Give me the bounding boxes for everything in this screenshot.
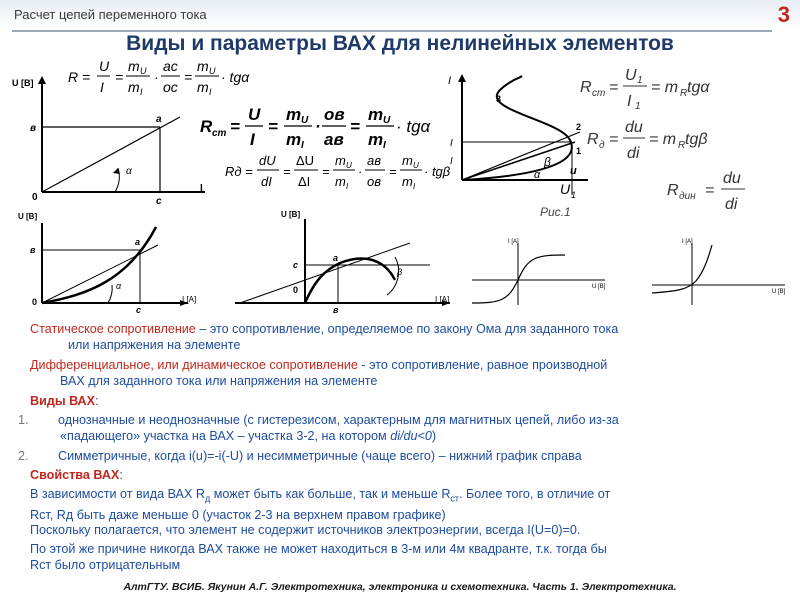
item2-number: 2. [18, 449, 29, 463]
p3-b: может быть как больше, так и меньше R [210, 487, 451, 501]
p3-sub2: ст [450, 493, 460, 504]
s-label-beta: β [544, 155, 551, 169]
list-item-1 [18, 412, 619, 444]
formula2-f1-num: U [248, 105, 261, 124]
figure-symmetric-vah [470, 235, 620, 310]
formula2-f4-num-sub: U [383, 115, 391, 126]
props-colon: : [119, 468, 123, 482]
formula1-lhs: R = [68, 69, 91, 85]
s-label-alpha: α [534, 169, 541, 181]
figure-asymmetric-vah [650, 235, 790, 310]
rdin-eq: = [705, 182, 715, 199]
formula3-f1-num: dU [259, 153, 276, 168]
i-axis-label: I [200, 183, 203, 194]
rdin-lhs: R [667, 182, 679, 199]
formula1-tail: · tgα [221, 69, 250, 85]
gb-i-axis: I [A] [182, 295, 197, 304]
formula2-f4-den: m [368, 130, 384, 149]
formula3-eq: = [283, 164, 291, 179]
rst-num: U [625, 67, 637, 84]
item1-line2: «падающего» участка на ВАХ – участка 3-2, на котором [60, 429, 391, 443]
formula-resistance [68, 56, 288, 100]
formula-static-resistance [200, 100, 440, 154]
p5-line2: Rст было отрицательным [30, 558, 181, 572]
gc-angle: β [397, 267, 403, 277]
point-a-label: а [156, 114, 162, 125]
formula2-f2-den-sub: I [301, 140, 304, 151]
rdin-num: du [723, 170, 741, 187]
rst-lhs: R [580, 79, 592, 96]
formula2-f2-den: m [286, 130, 302, 149]
point-c-label: с [156, 196, 162, 207]
item1-line1: однозначные и неоднозначные (с гистерезисом, характерным для магнитных цепей, либо из-за [58, 413, 619, 427]
angle-label: α [126, 166, 132, 177]
item2-text: Симметричные, когда i(u)=-i(-U) и несимметричные (чаще всего) – нижний график справа [58, 449, 582, 463]
formula-right-block [575, 60, 790, 220]
s-label-u1: U [560, 181, 571, 197]
formula3-f3-num: m [335, 153, 346, 168]
s-label-i2: I [450, 156, 453, 167]
ge-y-axis: I [A] [682, 239, 693, 245]
props-heading-line [30, 467, 123, 483]
s-label-3: 3 [496, 94, 502, 104]
formula1-eq2: = [184, 69, 193, 85]
formula3-eq2: = [322, 164, 330, 179]
rdin-sub: дин [679, 191, 696, 202]
rdin-den: di [725, 196, 738, 213]
slide-title: Виды и параметры ВАХ для нелинейных элементов [126, 32, 674, 55]
formula3-f5-num-sub: U [413, 161, 419, 170]
item1-derivative: di/du<0 [390, 429, 432, 443]
rd-tail-sub: R [678, 140, 686, 151]
item1-number: 1. [18, 413, 29, 427]
gc-point-0: 0 [293, 285, 299, 295]
rd-sub: д [599, 140, 605, 151]
formula1-f4-den-sub: I [209, 87, 212, 97]
rst-sub: ст [592, 88, 606, 99]
p1-line2: или напряжения на элементе [68, 338, 241, 352]
rst-den: I [627, 93, 632, 110]
types-heading-line [30, 393, 99, 409]
formula3-f1-den: dI [261, 174, 272, 189]
formula3-f4-den: ов [367, 174, 382, 189]
point-b-label: в [30, 123, 37, 134]
p3-c: . Более того, в отличие от [459, 487, 611, 501]
formula1-f4-den: m [197, 79, 209, 95]
figure-nonlinear-static [18, 205, 218, 315]
gb-angle: α [116, 281, 122, 291]
formula3-tail: · tgβ [424, 164, 451, 179]
p1-rest: – это сопротивление, определяемое по закону Ома для заданного тока [195, 322, 619, 336]
paragraph-quadrants [30, 541, 607, 573]
p3-sub1: д [204, 493, 211, 504]
formula2-eq2: = [268, 117, 278, 136]
list-item-2 [18, 448, 582, 464]
formula2-lhs: R [200, 117, 213, 136]
formula3-f5-den-sub: I [413, 182, 416, 191]
formula2-f1-den: I [250, 130, 255, 149]
rd-eq: = [609, 131, 619, 148]
rd-tail2: tgβ [685, 131, 708, 148]
formula1-f4-num-sub: U [209, 66, 216, 76]
term-differential-resistance: Дифференциальное, или динамическое сопротивление [30, 358, 358, 372]
formula1-f2-num: m [128, 58, 140, 74]
gc-point-a: а [333, 253, 339, 263]
formula3-f3-num-sub: U [346, 161, 352, 170]
formula-differential-resistance [225, 150, 470, 196]
gb-u-axis: U [B] [18, 212, 38, 221]
s-u-axis-label: u [570, 165, 577, 177]
formula3-f4-num: ав [367, 153, 382, 168]
ge-x-axis: U [B] [772, 289, 786, 295]
formula1-eq: = [115, 69, 124, 85]
gc-point-c: с [293, 260, 299, 270]
term-static-resistance: Статическое сопротивление [30, 322, 196, 336]
rd-den: di [627, 145, 640, 162]
formula1-f3-num: ac [163, 58, 178, 74]
s-label-2: 2 [576, 122, 582, 132]
formula1-f2-num-sub: U [140, 66, 147, 76]
formula3-f5-num: m [402, 153, 413, 168]
p5-line1: По этой же причине никогда ВАХ также не может находиться в 3-м или 4м квадранте, т.к. тогда бы [30, 542, 607, 556]
p2-line2: ВАХ для заданного тока или напряжения на элементе [60, 374, 378, 388]
formula3-eq3: = [389, 164, 397, 179]
formula2-f4-num: m [368, 105, 384, 124]
formula2-f3-den: ав [324, 130, 344, 149]
rd-num: du [625, 119, 643, 136]
gc-point-b: в [333, 305, 339, 315]
origin-label: 0 [32, 192, 38, 203]
formula2-tail: · tgα [396, 117, 431, 136]
formula2-f4-den-sub: I [383, 140, 386, 151]
formula2-eq3: = [350, 117, 360, 136]
rst-tail: = m [651, 79, 679, 96]
formula2-dot: · [315, 117, 321, 136]
formula1-f1-num: U [99, 58, 110, 74]
paragraph-properties [30, 486, 610, 523]
formula1-dot: · [154, 69, 159, 85]
rst-tail-sub: R [680, 88, 688, 99]
header-title: Расчет цепей переменного тока [14, 7, 207, 22]
p2-rest: - это сопротивление, равное производной [357, 358, 608, 372]
formula1-f2-den: m [128, 79, 140, 95]
gd-x-axis: U [B] [592, 284, 606, 290]
formula2-lhs-sub: ст [212, 128, 227, 139]
formula1-f4-num: m [197, 58, 209, 74]
gd-y-axis: I [A] [508, 239, 519, 245]
formula1-f2-den-sub: I [140, 87, 143, 97]
formula2-f2-num-sub: U [301, 115, 309, 126]
rst-tail2: tgα [687, 79, 710, 96]
props-heading: Свойства ВАХ [30, 468, 120, 482]
formula2-f3-num: ов [324, 105, 345, 124]
formula2-f2-num: m [286, 105, 302, 124]
s-i-axis-label: I [448, 75, 452, 87]
p3-a: В зависимости от вида ВАХ R [30, 487, 205, 501]
formula3-f3-den-sub: I [346, 182, 349, 191]
formula3-f5-den: m [402, 174, 413, 189]
formula1-f1-den: I [100, 79, 104, 95]
rst-num-sub: 1 [637, 75, 643, 86]
gb-point-b: в [30, 245, 36, 255]
rst-eq: = [609, 79, 619, 96]
s-label-1: 1 [576, 146, 582, 156]
paragraph-no-sources: Поскольку полагается, что элемент не содержит источников электроэнергии, всегда I(U=0)=0. [30, 523, 581, 537]
p3-line2: Rст, Rд быть даже меньше 0 (участок 2-3 на верхнем правом графике) [30, 507, 446, 522]
figure-caption: Рис.1 [540, 205, 571, 219]
u-axis-label: U [B] [12, 78, 34, 88]
slide-number: 3 [777, 2, 790, 27]
s-label-u1-sub: 1 [571, 190, 577, 200]
gc-i-axis: I [A] [435, 295, 450, 304]
footer: АлтГТУ. ВСИБ. Якунин А.Г. Электротехника, электроника и схемотехника. Часть 1. Электротехника. [123, 581, 677, 593]
formula3-f2-num: ΔU [296, 153, 315, 168]
paragraph-static-resistance [30, 321, 618, 353]
rst-den-sub: 1 [635, 101, 641, 112]
gb-point-c: с [136, 305, 142, 315]
gb-point-a: а [135, 237, 141, 247]
s-label-i1: I [450, 138, 453, 149]
paragraph-differential-resistance [30, 357, 607, 389]
formula2-eq: = [230, 117, 240, 136]
figure-nonlinear-differential [235, 205, 460, 315]
formula3-lhs: Rд = [225, 164, 253, 179]
gb-origin: 0 [32, 297, 38, 307]
rd-tail: = m [649, 131, 677, 148]
figure-s-curve [440, 70, 590, 220]
gc-u-axis: U [B] [281, 210, 301, 219]
item1-close: ) [431, 429, 437, 443]
types-colon: : [95, 394, 99, 408]
types-heading: Виды ВАХ [30, 394, 96, 408]
rd-lhs: R [587, 131, 599, 148]
formula3-f3-den: m [335, 174, 346, 189]
formula3-dot: · [358, 164, 363, 179]
formula3-f2-den: ΔI [298, 174, 311, 189]
formula1-f3-den: oc [163, 79, 178, 95]
